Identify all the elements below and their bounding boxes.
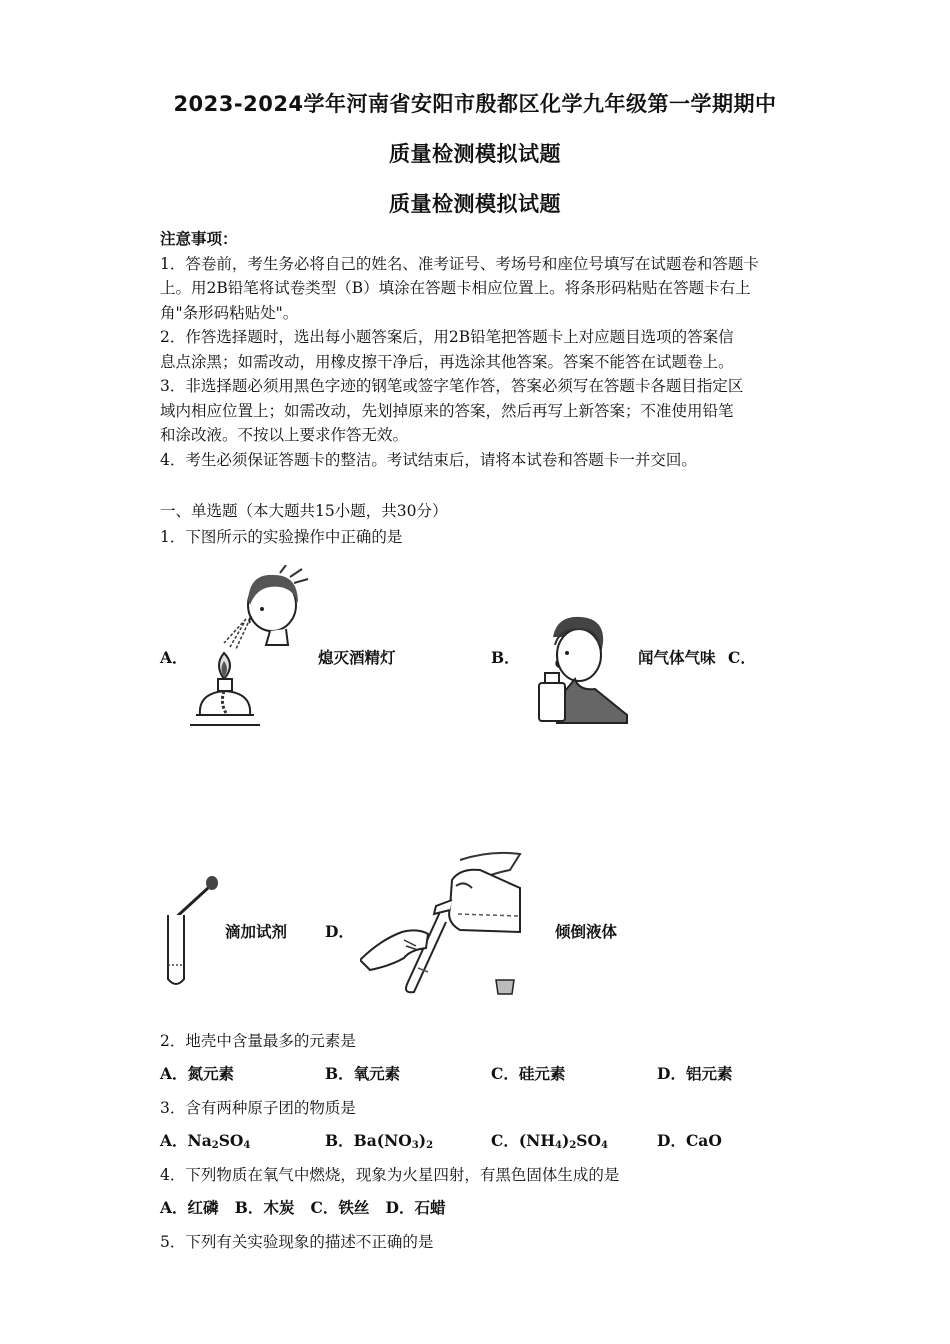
q3-option-b-letter: B． bbox=[325, 1131, 354, 1150]
question-2-stem: 2．地壳中含量最多的元素是 bbox=[160, 1032, 356, 1050]
q3-option-c bbox=[491, 1129, 608, 1151]
formula-subscript: 2 bbox=[569, 1140, 577, 1151]
q1-option-d-caption: 倾倒液体 bbox=[555, 922, 618, 941]
formula-part: ) bbox=[418, 1131, 427, 1150]
question-3-stem: 3．含有两种原子团的物质是 bbox=[160, 1099, 356, 1117]
q2-option-b: B．氧元素 bbox=[325, 1064, 401, 1083]
q1-option-c-letter: C． bbox=[728, 648, 756, 667]
formula-part: (NH bbox=[518, 1131, 555, 1150]
dropper-test-tube-illustration bbox=[160, 875, 225, 990]
q3-option-d bbox=[657, 1129, 722, 1151]
notes-line: 域内相应位置上；如需改动，先划掉原来的答案，然后再写上新答案；不准使用铅笔 bbox=[160, 401, 734, 420]
notes-block bbox=[160, 227, 800, 472]
exam-title-line-3: 质量检测模拟试题 bbox=[389, 192, 561, 216]
extinguish-alcohol-lamp-illustration bbox=[190, 565, 315, 730]
notes-line: 2．作答选择题时，选出每小题答案后，用2B铅笔把答题卡上对应题目选项的答案信 bbox=[160, 328, 734, 346]
formula-subscript: 4 bbox=[600, 1140, 608, 1151]
section-heading: 一、单选题（本大题共15小题，共30分） bbox=[160, 502, 448, 520]
q3-option-b bbox=[325, 1129, 433, 1151]
q3-option-a-letter: A． bbox=[160, 1131, 188, 1150]
formula-subscript: 2 bbox=[426, 1140, 434, 1151]
formula-subscript: 3 bbox=[411, 1140, 419, 1151]
formula-subscript: 4 bbox=[555, 1140, 562, 1151]
q2-option-a: A．氮元素 bbox=[160, 1064, 235, 1083]
q2-option-d: D．铝元素 bbox=[657, 1064, 733, 1083]
q1-option-a-letter: A． bbox=[160, 648, 188, 667]
q3-option-c-letter: C． bbox=[491, 1131, 519, 1150]
q3-option-a bbox=[160, 1129, 250, 1151]
q1-option-a-caption: 熄灭酒精灯 bbox=[318, 648, 396, 667]
notes-line: 4．考生必须保证答题卡的整洁。考试结束后，请将本试卷和答题卡一并交回。 bbox=[160, 450, 697, 469]
q3-option-d-letter: D． bbox=[657, 1131, 686, 1150]
question-4-stem: 4．下列物质在氧气中燃烧，现象为火星四射，有黑色固体生成的是 bbox=[160, 1166, 620, 1184]
notes-heading: 注意事项： bbox=[160, 229, 238, 248]
q1-option-b-caption: 闻气体气味 bbox=[638, 648, 716, 667]
formula-subscript: 4 bbox=[243, 1140, 251, 1151]
notes-line: 1．答卷前，考生务必将自己的姓名、准考证号、考场号和座位号填写在试题卷和答题卡 bbox=[160, 254, 759, 273]
question-5-stem: 5．下列有关实验现象的描述不正确的是 bbox=[160, 1233, 434, 1251]
pour-liquid-illustration bbox=[360, 850, 530, 1000]
formula-part: SO bbox=[218, 1131, 244, 1150]
formula-part: CaO bbox=[685, 1131, 722, 1150]
exam-title-line-1: 2023-2024学年河南省安阳市殷都区化学九年级第一学期期中 bbox=[173, 92, 777, 116]
question-1-stem: 1．下图所示的实验操作中正确的是 bbox=[160, 528, 403, 546]
notes-line: 上。用2B铅笔将试卷类型（B）填涂在答题卡相应位置上。将条形码粘贴在答题卡右上 bbox=[160, 279, 751, 297]
q4-options: A．红磷 B．木炭 C．铁丝 D．石蜡 bbox=[160, 1198, 446, 1217]
formula-part: Na bbox=[187, 1131, 212, 1150]
formula-subscript: 2 bbox=[211, 1140, 219, 1151]
q1-option-b-letter: B． bbox=[491, 648, 520, 667]
q1-option-d-letter: D． bbox=[325, 922, 354, 941]
notes-line: 3．非选择题必须用黑色字迹的钢笔或签字笔作答，答案必须写在答题卡各题目指定区 bbox=[160, 377, 744, 395]
q1-option-c-caption: 滴加试剂 bbox=[225, 922, 288, 941]
formula-part: SO bbox=[576, 1131, 601, 1150]
q2-option-c: C．硅元素 bbox=[491, 1064, 566, 1083]
formula-part: ) bbox=[561, 1131, 570, 1150]
notes-line: 和涂改液。不按以上要求作答无效。 bbox=[160, 426, 409, 444]
smell-gas-illustration bbox=[535, 615, 630, 725]
formula-part: Ba(NO bbox=[353, 1131, 412, 1150]
exam-title-line-2: 质量检测模拟试题 bbox=[389, 142, 561, 166]
notes-line: 角"条形码粘贴处"。 bbox=[160, 303, 299, 322]
notes-line: 息点涂黑；如需改动，用橡皮擦干净后，再选涂其他答案。答案不能答在试题卷上。 bbox=[160, 352, 734, 371]
